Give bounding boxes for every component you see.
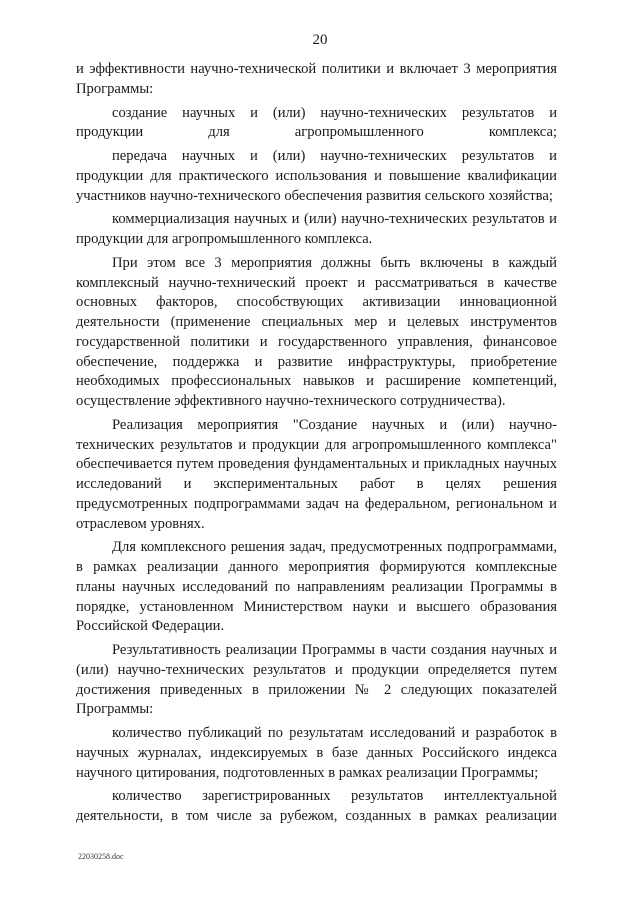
paragraph: При этом все 3 мероприятия должны быть включены в каждый комплексный научно-технический проект и рассматриваться в качестве основных факторов, способствующих активизации инновационной деятельности (применение специальных мер и целевых инструментов государственной политики и государственного управления, финансовое обеспечение, поддержка и развитие инфраструктуры, приобретение необходимых профессиональных навыков и расширение компетенций, осуществление эффективного научно-технического сотрудничества). xyxy=(76,254,557,409)
paragraph: передача научных и (или) научно-технических результатов и продукции для практического использования и повышение квалификации участников научно-технического обеспечения развития сельского хозяйства; xyxy=(76,148,557,204)
document-body xyxy=(76,60,557,831)
page-number: 20 xyxy=(312,32,328,48)
paragraph: количество публикаций по результатам исследований и разработок в научных журналах, индексируемых в базе данных Российского индекса научного цитирования, подготовленных в рамках реализации Программы; xyxy=(76,725,557,781)
paragraph: Для комплексного решения задач, предусмотренных подпрограммами, в рамках реализации данного мероприятия формируются комплексные планы научных исследований по направлениям реализации Программы в порядке, установленном Министерством науки и высшего образования Российской Федерации. xyxy=(76,539,557,635)
paragraph: количество зарегистрированных результатов интеллектуальной деятельности, в том числе за рубежом, созданных в рамках реализации xyxy=(76,788,557,824)
paragraph: и эффективности научно-технической политики и включает 3 мероприятия Программы: xyxy=(76,61,557,97)
paragraph: создание научных и (или) научно-технических результатов и продукции для агропромышленного комплекса; xyxy=(76,104,557,141)
paragraph: Реализация мероприятия "Создание научных и (или) научно-технических результатов и продукции для агропромышленного комплекса" обеспечивается путем проведения фундаментальных и прикладных научных исследований и экспериментальных работ в целях решения предусмотренных подпрограммами задач на федеральном, региональном и отраслевом уровнях. xyxy=(76,416,557,532)
file-reference: 22030258.doc xyxy=(78,852,124,861)
paragraph: Результативность реализации Программы в части создания научных и (или) научно-технических результатов и продукции определяется путем достижения приведенных в приложении № 2 следующих показателей Программы: xyxy=(76,642,557,718)
paragraph: коммерциализация научных и (или) научно-технических результатов и продукции для агропромышленного комплекса. xyxy=(76,211,557,247)
